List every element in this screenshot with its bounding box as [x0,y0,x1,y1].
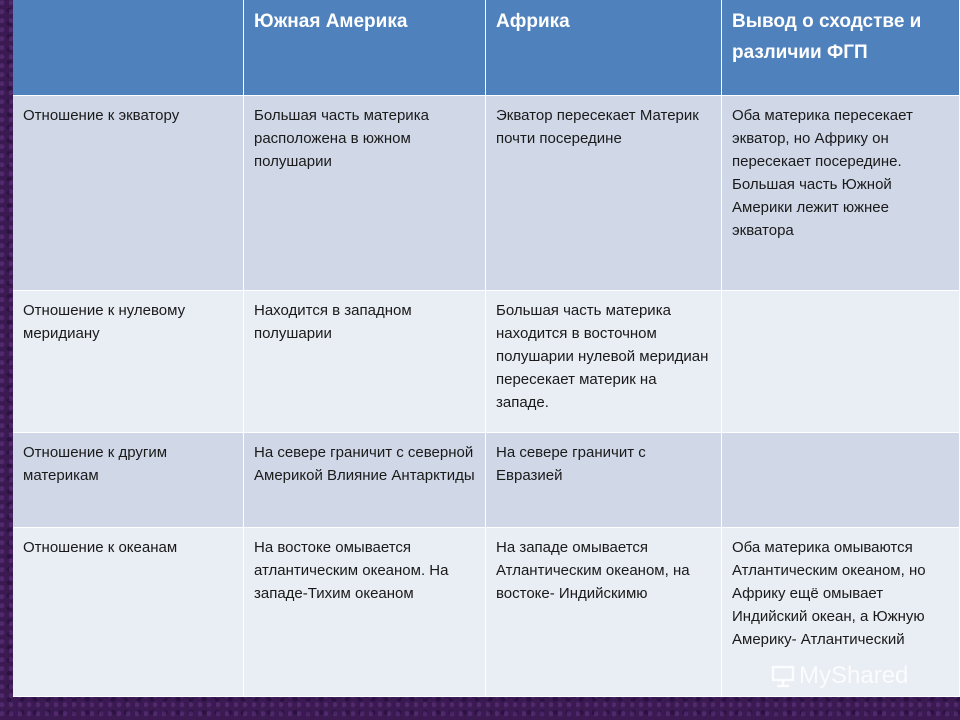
cell-continents-conclusion [722,433,960,528]
myshared-watermark [771,662,908,690]
header-south-america: Южная Америка [244,0,486,96]
row-label-continents: Отношение к другим материкам [13,433,244,528]
cell-meridian-africa: Большая часть материка находится в восточном полушарии нулевой меридиан пересекает материк на западе. [486,291,722,433]
cell-oceans-africa: На западе омывается Атлантическим океаном, на востоке- Индийскимю [486,528,722,697]
cell-oceans-conclusion: Оба материка омываются Атлантическим океаном, но Африку ещё омывает Индийский океан, а Южную Америку- Атлантический [722,528,960,697]
cell-equator-south-america: Большая часть материка расположена в южном полушарии [244,96,486,291]
comparison-table [13,0,960,697]
header-cell-empty [13,0,244,96]
cell-continents-south-america: На севере граничит с северной Америкой Влияние Антарктиды [244,433,486,528]
cell-equator-africa: Экватор пересекает Материк почти посередине [486,96,722,291]
cell-equator-conclusion: Оба материка пересекает экватор, но Африку он пересекает посередине. Большая часть Южной Америки лежит южнее экватора [722,96,960,291]
row-label-meridian: Отношение к нулевому меридиану [13,291,244,433]
header-africa: Африка [486,0,722,96]
row-label-oceans: Отношение к океанам [13,528,244,697]
cell-meridian-south-america: Находится в западном полушарии [244,291,486,433]
row-label-equator: Отношение к экватору [13,96,244,291]
header-conclusion: Вывод о сходстве и различии ФГП [722,0,960,96]
watermark-text: MyShared [799,662,909,689]
cell-continents-africa: На севере граничит с Евразией [486,433,722,528]
cell-meridian-conclusion [722,291,960,433]
cell-oceans-south-america: На востоке омывается атлантическим океаном. На западе-Тихим океаном [244,528,486,697]
presentation-board-icon [771,664,795,688]
